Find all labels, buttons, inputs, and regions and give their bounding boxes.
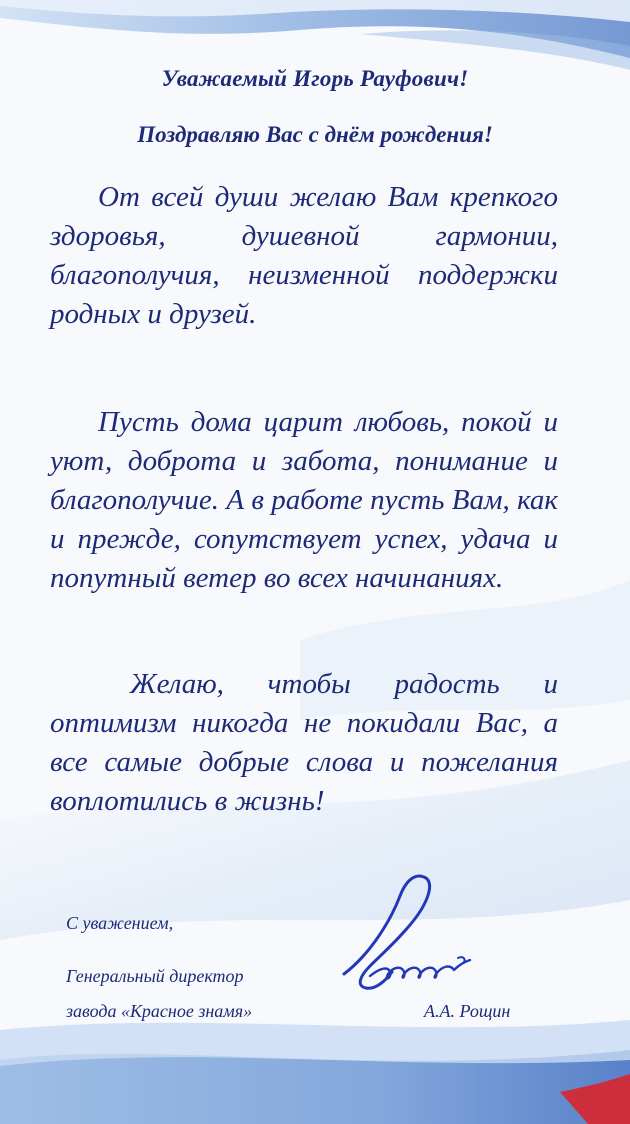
congratulation-line: Поздравляю Вас с днём рождения!: [137, 122, 493, 147]
salutation: Уважаемый Игорь Рауфович!: [161, 66, 469, 91]
paragraph-3: Желаю, чтобы радость и оптимизм никогда не покидали Вас, а все самые добрые слова и пожелания воплотились в жизнь!: [50, 668, 558, 817]
paragraph-2: Пусть дома царит любовь, покой и уют, доброта и забота, понимание и благополучие. А в работе пусть Вам, как и прежде, сопутствует успех, удача и попутный ветер во всех начинаниях.: [50, 406, 558, 594]
closing-phrase: С уважением,: [66, 913, 174, 933]
paragraph-1: От всей души желаю Вам крепкого здоровья, душевной гармонии, благополучия, неизменной поддержки родных и друзей.: [50, 181, 558, 330]
handwritten-signature: [330, 862, 490, 1002]
signer-title-line-1: Генеральный директор: [66, 966, 244, 986]
signer-title-line-2: завода «Красное знамя»: [66, 1001, 253, 1021]
signer-name: А.А. Рощин: [424, 1001, 511, 1021]
